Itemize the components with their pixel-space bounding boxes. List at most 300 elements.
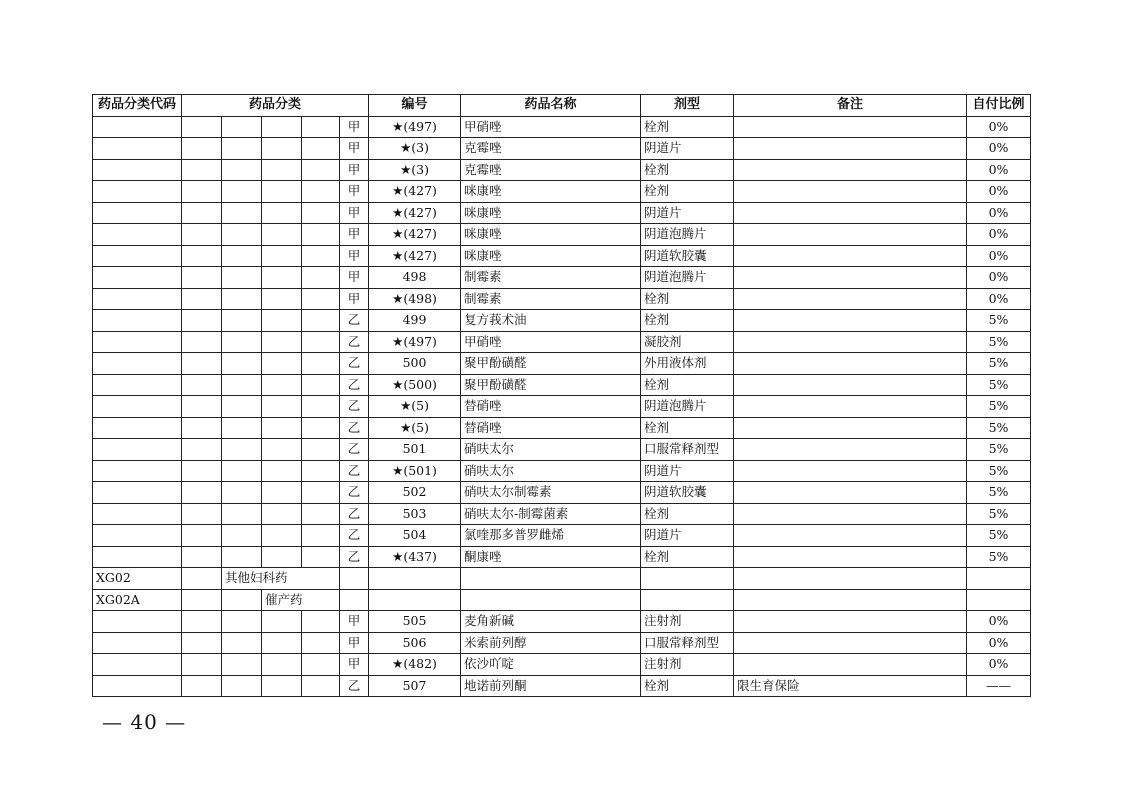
cell-drug-name: 硝呋太尔 xyxy=(461,460,641,482)
table-row xyxy=(93,374,1031,396)
cell-level-1 xyxy=(182,439,222,461)
header-note: 备注 xyxy=(734,95,967,117)
cell-level-1 xyxy=(182,589,222,611)
cell-level-1 xyxy=(182,116,222,138)
cell-level-2 xyxy=(222,267,262,289)
table-row xyxy=(93,482,1031,504)
table-row xyxy=(93,525,1031,547)
cell-level-2 xyxy=(222,546,262,568)
header-number: 编号 xyxy=(369,95,461,117)
cell-level-4 xyxy=(302,138,340,160)
cell-number: ★(3) xyxy=(369,138,461,160)
cell-code xyxy=(93,611,182,633)
cell-grade: 甲 xyxy=(340,224,369,246)
table-row xyxy=(93,353,1031,375)
cell-level-3 xyxy=(262,396,302,418)
cell-level-2 xyxy=(222,245,262,267)
cell-level-1 xyxy=(182,159,222,181)
cell-level-2 xyxy=(222,181,262,203)
cell-level-4 xyxy=(302,632,340,654)
cell-drug-name xyxy=(461,568,641,590)
table-header-row xyxy=(93,95,1031,117)
cell-level-4 xyxy=(302,181,340,203)
cell-level-2 xyxy=(222,654,262,676)
cell-dosage-form: 外用液体剂 xyxy=(641,353,734,375)
cell-level-4 xyxy=(302,353,340,375)
cell-dosage-form: 注射剂 xyxy=(641,654,734,676)
cell-level-1 xyxy=(182,546,222,568)
cell-dosage-form: 栓剂 xyxy=(641,116,734,138)
cell-drug-name: 甲硝唑 xyxy=(461,331,641,353)
cell-ratio: 0% xyxy=(967,202,1031,224)
cell-grade: 乙 xyxy=(340,374,369,396)
cell-code xyxy=(93,288,182,310)
cell-level-2 xyxy=(222,224,262,246)
cell-grade: 甲 xyxy=(340,202,369,224)
cell-dosage-form: 栓剂 xyxy=(641,675,734,697)
cell-drug-name: 氯喹那多普罗雌烯 xyxy=(461,525,641,547)
cell-drug-name: 替硝唑 xyxy=(461,396,641,418)
cell-drug-name: 米索前列醇 xyxy=(461,632,641,654)
cell-number: ★(497) xyxy=(369,331,461,353)
cell-number: ★(501) xyxy=(369,460,461,482)
cell-code xyxy=(93,159,182,181)
cell-drug-name: 麦角新碱 xyxy=(461,611,641,633)
cell-number: 501 xyxy=(369,439,461,461)
cell-level-4 xyxy=(302,159,340,181)
cell-dosage-form: 阴道片 xyxy=(641,202,734,224)
cell-code xyxy=(93,224,182,246)
cell-ratio: 0% xyxy=(967,181,1031,203)
cell-note xyxy=(734,632,967,654)
cell-grade: 乙 xyxy=(340,525,369,547)
cell-drug-name: 依沙吖啶 xyxy=(461,654,641,676)
cell-ratio: 0% xyxy=(967,654,1031,676)
cell-ratio: 5% xyxy=(967,439,1031,461)
header-code: 药品分类代码 xyxy=(93,95,182,117)
cell-level-4 xyxy=(302,503,340,525)
cell-dosage-form: 栓剂 xyxy=(641,546,734,568)
cell-level-4 xyxy=(302,417,340,439)
cell-note xyxy=(734,267,967,289)
cell-grade: 乙 xyxy=(340,331,369,353)
cell-level-2 xyxy=(222,310,262,332)
cell-level-2 xyxy=(222,632,262,654)
cell-level-3 xyxy=(262,503,302,525)
cell-grade: 乙 xyxy=(340,482,369,504)
cell-ratio: 5% xyxy=(967,310,1031,332)
cell-level-4 xyxy=(302,525,340,547)
cell-number: ★(500) xyxy=(369,374,461,396)
cell-level-3 xyxy=(262,224,302,246)
cell-grade: 乙 xyxy=(340,460,369,482)
table-row xyxy=(93,632,1031,654)
cell-ratio: 5% xyxy=(967,546,1031,568)
cell-level-1 xyxy=(182,288,222,310)
table-row xyxy=(93,267,1031,289)
cell-ratio: —— xyxy=(967,675,1031,697)
cell-level-1 xyxy=(182,202,222,224)
cell-code xyxy=(93,116,182,138)
cell-level-1 xyxy=(182,353,222,375)
table-row xyxy=(93,224,1031,246)
cell-ratio: 5% xyxy=(967,374,1031,396)
cell-level-2 xyxy=(222,439,262,461)
cell-level-2 xyxy=(222,159,262,181)
cell-number: 499 xyxy=(369,310,461,332)
cell-code: XG02A xyxy=(93,589,182,611)
cell-dosage-form: 阴道泡腾片 xyxy=(641,396,734,418)
cell-ratio: 5% xyxy=(967,525,1031,547)
cell-note xyxy=(734,460,967,482)
cell-level-4 xyxy=(302,396,340,418)
cell-dosage-form: 阴道泡腾片 xyxy=(641,267,734,289)
table-row xyxy=(93,439,1031,461)
cell-grade: 甲 xyxy=(340,267,369,289)
cell-drug-name: 硝呋太尔制霉素 xyxy=(461,482,641,504)
cell-code xyxy=(93,202,182,224)
cell-level-3 xyxy=(262,267,302,289)
cell-level-4 xyxy=(302,116,340,138)
cell-dosage-form: 阴道泡腾片 xyxy=(641,224,734,246)
cell-level-4 xyxy=(302,439,340,461)
cell-level-1 xyxy=(182,224,222,246)
cell-dosage-form xyxy=(641,589,734,611)
cell-note xyxy=(734,245,967,267)
cell-dosage-form: 凝胶剂 xyxy=(641,331,734,353)
cell-grade: 乙 xyxy=(340,546,369,568)
cell-level-1 xyxy=(182,417,222,439)
cell-note xyxy=(734,288,967,310)
cell-note xyxy=(734,439,967,461)
cell-number: ★(498) xyxy=(369,288,461,310)
cell-drug-name: 咪康唑 xyxy=(461,202,641,224)
cell-level-1 xyxy=(182,245,222,267)
cell-number: 505 xyxy=(369,611,461,633)
cell-note xyxy=(734,654,967,676)
table-body xyxy=(93,116,1031,697)
cell-level-2 xyxy=(222,374,262,396)
cell-note xyxy=(734,224,967,246)
table-row xyxy=(93,568,1031,590)
cell-grade: 甲 xyxy=(340,288,369,310)
cell-number: 500 xyxy=(369,353,461,375)
cell-ratio: 0% xyxy=(967,116,1031,138)
cell-dosage-form: 栓剂 xyxy=(641,159,734,181)
cell-level-1 xyxy=(182,267,222,289)
cell-grade: 甲 xyxy=(340,116,369,138)
table-row xyxy=(93,503,1031,525)
cell-note xyxy=(734,417,967,439)
cell-number: ★(5) xyxy=(369,396,461,418)
cell-level-2 xyxy=(222,396,262,418)
cell-drug-name: 制霉素 xyxy=(461,267,641,289)
cell-level-2 xyxy=(222,525,262,547)
cell-level-3 xyxy=(262,288,302,310)
cell-level-4 xyxy=(302,374,340,396)
cell-ratio xyxy=(967,589,1031,611)
cell-code xyxy=(93,417,182,439)
cell-drug-name: 克霉唑 xyxy=(461,138,641,160)
cell-drug-name: 制霉素 xyxy=(461,288,641,310)
cell-number: 503 xyxy=(369,503,461,525)
cell-level-2 xyxy=(222,675,262,697)
cell-number: ★(3) xyxy=(369,159,461,181)
cell-drug-name: 地诺前列酮 xyxy=(461,675,641,697)
cell-note xyxy=(734,396,967,418)
cell-level-4 xyxy=(302,288,340,310)
cell-code: XG02 xyxy=(93,568,182,590)
cell-level-3 xyxy=(262,417,302,439)
cell-level-4 xyxy=(302,310,340,332)
table-row xyxy=(93,288,1031,310)
cell-drug-name xyxy=(461,589,641,611)
cell-ratio: 0% xyxy=(967,224,1031,246)
table-row xyxy=(93,417,1031,439)
cell-grade: 甲 xyxy=(340,611,369,633)
cell-dosage-form: 阴道软胶囊 xyxy=(641,482,734,504)
cell-drug-name: 硝呋太尔 xyxy=(461,439,641,461)
table-row xyxy=(93,396,1031,418)
cell-ratio: 5% xyxy=(967,417,1031,439)
table-row xyxy=(93,546,1031,568)
cell-ratio: 0% xyxy=(967,245,1031,267)
cell-ratio: 0% xyxy=(967,611,1031,633)
cell-ratio: 5% xyxy=(967,460,1031,482)
cell-grade: 乙 xyxy=(340,503,369,525)
cell-level-4 xyxy=(302,611,340,633)
cell-note xyxy=(734,374,967,396)
cell-level-4 xyxy=(302,675,340,697)
table-row xyxy=(93,310,1031,332)
cell-level-3 xyxy=(262,482,302,504)
cell-level-3 xyxy=(262,331,302,353)
cell-level-1 xyxy=(182,482,222,504)
cell-number: ★(427) xyxy=(369,181,461,203)
table-row xyxy=(93,181,1031,203)
cell-level-4 xyxy=(340,568,369,590)
cell-drug-name: 克霉唑 xyxy=(461,159,641,181)
table-row xyxy=(93,611,1031,633)
cell-level-2 xyxy=(222,138,262,160)
cell-dosage-form: 阴道片 xyxy=(641,460,734,482)
cell-number: 504 xyxy=(369,525,461,547)
cell-code xyxy=(93,546,182,568)
cell-code xyxy=(93,267,182,289)
cell-code xyxy=(93,503,182,525)
cell-level-4 xyxy=(302,654,340,676)
cell-code xyxy=(93,632,182,654)
cell-level-4 xyxy=(302,245,340,267)
cell-grade: 乙 xyxy=(340,675,369,697)
table-row xyxy=(93,460,1031,482)
cell-level-1 xyxy=(182,525,222,547)
cell-drug-name: 咪康唑 xyxy=(461,181,641,203)
cell-level-1 xyxy=(182,675,222,697)
cell-number: ★(427) xyxy=(369,202,461,224)
cell-dosage-form: 栓剂 xyxy=(641,181,734,203)
table-row xyxy=(93,675,1031,697)
cell-level-1 xyxy=(182,632,222,654)
cell-level-3 xyxy=(262,159,302,181)
cell-code xyxy=(93,138,182,160)
cell-dosage-form xyxy=(641,568,734,590)
cell-grade: 乙 xyxy=(340,396,369,418)
cell-dosage-form: 栓剂 xyxy=(641,374,734,396)
cell-level-3 xyxy=(262,202,302,224)
cell-level-3 xyxy=(262,374,302,396)
cell-level-4 xyxy=(302,546,340,568)
table-row xyxy=(93,245,1031,267)
cell-ratio xyxy=(967,568,1031,590)
cell-level-1 xyxy=(182,611,222,633)
cell-level-3 xyxy=(262,654,302,676)
cell-code xyxy=(93,675,182,697)
cell-grade: 乙 xyxy=(340,310,369,332)
table-row xyxy=(93,589,1031,611)
cell-level-4 xyxy=(302,224,340,246)
cell-drug-name: 酮康唑 xyxy=(461,546,641,568)
cell-grade: 乙 xyxy=(340,439,369,461)
cell-grade: 甲 xyxy=(340,654,369,676)
cell-number: 507 xyxy=(369,675,461,697)
cell-code xyxy=(93,245,182,267)
cell-number: ★(427) xyxy=(369,224,461,246)
cell-ratio: 0% xyxy=(967,159,1031,181)
cell-level-3 xyxy=(262,353,302,375)
cell-level-2 xyxy=(222,417,262,439)
cell-ratio: 5% xyxy=(967,331,1031,353)
cell-grade: 乙 xyxy=(340,417,369,439)
cell-dosage-form: 栓剂 xyxy=(641,417,734,439)
cell-level-1 xyxy=(182,310,222,332)
cell-level-3 xyxy=(262,675,302,697)
cell-dosage-form: 口服常释剂型 xyxy=(641,632,734,654)
cell-level-3 xyxy=(262,632,302,654)
cell-ratio: 0% xyxy=(967,267,1031,289)
cell-note xyxy=(734,353,967,375)
cell-note xyxy=(734,202,967,224)
cell-level-3 xyxy=(262,460,302,482)
table-row xyxy=(93,654,1031,676)
cell-ratio: 5% xyxy=(967,396,1031,418)
cell-grade: 甲 xyxy=(340,245,369,267)
table-row xyxy=(93,202,1031,224)
cell-note xyxy=(734,568,967,590)
cell-level-2 xyxy=(222,611,262,633)
header-category: 药品分类 xyxy=(182,95,369,117)
cell-dosage-form: 阴道片 xyxy=(641,525,734,547)
cell-number: ★(5) xyxy=(369,417,461,439)
cell-level-2 xyxy=(222,331,262,353)
cell-code xyxy=(93,181,182,203)
cell-level-3 xyxy=(262,245,302,267)
cell-level-2 xyxy=(222,116,262,138)
cell-code xyxy=(93,374,182,396)
cell-code xyxy=(93,353,182,375)
cell-level-3 xyxy=(262,138,302,160)
cell-note xyxy=(734,331,967,353)
cell-note xyxy=(734,503,967,525)
cell-number: 498 xyxy=(369,267,461,289)
cell-category-label: 其他妇科药 xyxy=(222,568,340,590)
cell-code xyxy=(93,525,182,547)
table-row xyxy=(93,138,1031,160)
header-ratio: 自付比例 xyxy=(967,95,1031,117)
cell-code xyxy=(93,310,182,332)
cell-ratio: 0% xyxy=(967,632,1031,654)
cell-number: 502 xyxy=(369,482,461,504)
table-row xyxy=(93,331,1031,353)
header-name: 药品名称 xyxy=(461,95,641,117)
cell-level-4 xyxy=(302,482,340,504)
table-row xyxy=(93,116,1031,138)
cell-level-2 xyxy=(222,482,262,504)
cell-ratio: 5% xyxy=(967,353,1031,375)
cell-drug-name: 聚甲酚磺醛 xyxy=(461,353,641,375)
cell-number: ★(497) xyxy=(369,116,461,138)
cell-note xyxy=(734,138,967,160)
cell-drug-name: 聚甲酚磺醛 xyxy=(461,374,641,396)
cell-level-4 xyxy=(302,267,340,289)
cell-note xyxy=(734,482,967,504)
cell-number: ★(482) xyxy=(369,654,461,676)
cell-level-2 xyxy=(222,202,262,224)
cell-level-3 xyxy=(262,525,302,547)
cell-note: 限生育保险 xyxy=(734,675,967,697)
cell-level-4 xyxy=(302,331,340,353)
cell-level-1 xyxy=(182,331,222,353)
cell-note xyxy=(734,611,967,633)
cell-drug-name: 复方莪术油 xyxy=(461,310,641,332)
cell-ratio: 5% xyxy=(967,482,1031,504)
cell-dosage-form: 阴道软胶囊 xyxy=(641,245,734,267)
cell-code xyxy=(93,482,182,504)
cell-note xyxy=(734,116,967,138)
cell-note xyxy=(734,589,967,611)
cell-grade: 甲 xyxy=(340,138,369,160)
cell-dosage-form: 口服常释剂型 xyxy=(641,439,734,461)
cell-ratio: 0% xyxy=(967,288,1031,310)
cell-dosage-form: 注射剂 xyxy=(641,611,734,633)
page-number: — 40 — xyxy=(102,710,187,734)
cell-code xyxy=(93,460,182,482)
cell-note xyxy=(734,525,967,547)
cell-level-3 xyxy=(262,116,302,138)
cell-level-3 xyxy=(262,181,302,203)
cell-level-1 xyxy=(182,181,222,203)
cell-number xyxy=(369,589,461,611)
cell-code xyxy=(93,396,182,418)
cell-drug-name: 咪康唑 xyxy=(461,224,641,246)
cell-level-3 xyxy=(262,546,302,568)
cell-level-2 xyxy=(222,460,262,482)
cell-level-1 xyxy=(182,654,222,676)
cell-number: ★(437) xyxy=(369,546,461,568)
cell-level-2 xyxy=(222,353,262,375)
cell-level-1 xyxy=(182,503,222,525)
cell-level-2 xyxy=(222,288,262,310)
cell-grade: 甲 xyxy=(340,181,369,203)
cell-drug-name: 硝呋太尔-制霉菌素 xyxy=(461,503,641,525)
cell-note xyxy=(734,181,967,203)
cell-drug-name: 替硝唑 xyxy=(461,417,641,439)
cell-note xyxy=(734,159,967,181)
cell-ratio: 0% xyxy=(967,138,1031,160)
header-form: 剂型 xyxy=(641,95,734,117)
cell-dosage-form: 阴道片 xyxy=(641,138,734,160)
cell-level-3 xyxy=(262,439,302,461)
